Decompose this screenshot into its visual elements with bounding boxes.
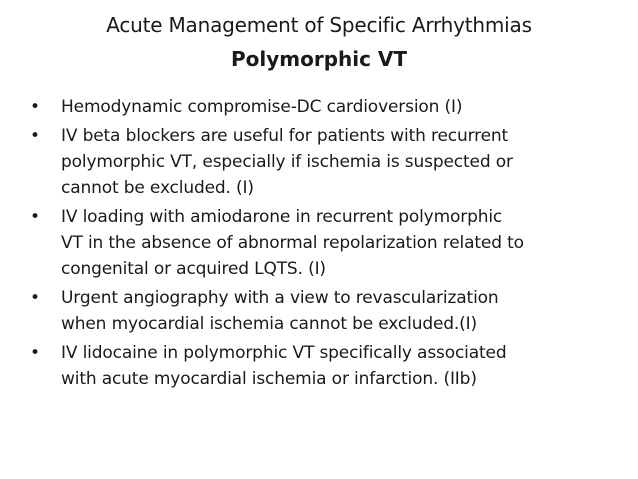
bullet-text (61, 94, 621, 120)
bullet-dot-icon: • (30, 207, 40, 227)
bullet-dot-icon: • (30, 97, 40, 117)
bullet-text (61, 340, 621, 392)
bullet-dot-icon: • (30, 343, 40, 363)
bullet-line: IV beta blockers are useful for patients with recurrent (61, 126, 509, 146)
bullet-text (61, 204, 621, 282)
slide-title: Acute Management of Specific Arrhythmias (106, 13, 532, 37)
bullet-item (0, 123, 621, 201)
bullet-item (0, 204, 621, 282)
slide-subtitle: Polymorphic VT (230, 47, 408, 71)
bullet-item (0, 340, 621, 392)
bullet-text (61, 285, 621, 337)
bullet-line: with acute myocardial ischemia or infarction. (IIb) (61, 369, 477, 389)
bullet-line: IV lidocaine in polymorphic VT specifically associated (61, 343, 507, 363)
bullet-line: Hemodynamic compromise-DC cardioversion (I) (61, 97, 463, 117)
bullet-line: VT in the absence of abnormal repolarization related to (61, 233, 524, 253)
bullet-line: IV loading with amiodarone in recurrent polymorphic (61, 207, 503, 227)
bullet-line: polymorphic VT, especially if ischemia is suspected or (61, 152, 513, 172)
bullet-line: cannot be excluded. (I) (61, 178, 254, 198)
bullet-dot-icon: • (30, 288, 40, 308)
bullet-item (0, 285, 621, 337)
bullet-dot-icon: • (30, 126, 40, 146)
bullet-list (0, 94, 638, 395)
bullet-item (0, 94, 621, 120)
bullet-text (61, 123, 621, 201)
bullet-line: when myocardial ischemia cannot be excluded.(I) (61, 314, 477, 334)
bullet-line: congenital or acquired LQTS. (I) (61, 259, 326, 279)
bullet-line: Urgent angiography with a view to revascularization (61, 288, 499, 308)
